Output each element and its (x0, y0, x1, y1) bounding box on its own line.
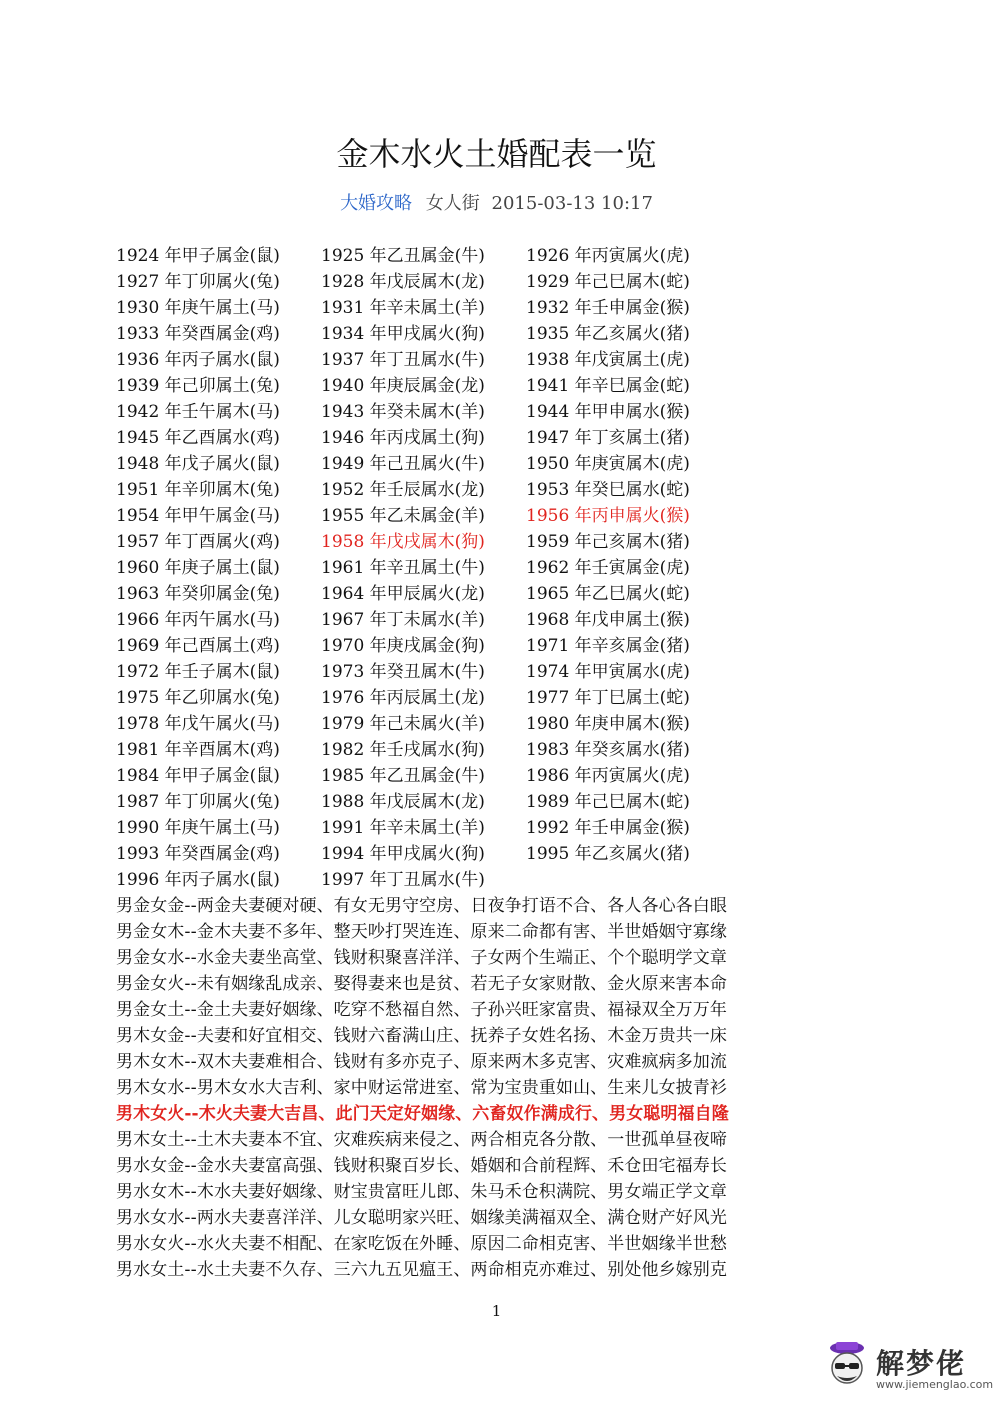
pairing-line: 男水女土--水土夫妻不久存、三六九五见瘟王、两命相克亦难过、别处他乡嫁别克 (116, 1260, 727, 1280)
year-cell: 1976 年丙辰属土(龙) (321, 688, 485, 708)
year-cell: 1995 年乙亥属火(猪) (526, 844, 690, 864)
pairing-line: 男金女水--水金夫妻坐高堂、钱财积聚喜洋洋、子女两个生端正、个个聪明学文章 (116, 948, 727, 968)
year-cell: 1986 年丙寅属火(虎) (526, 766, 690, 786)
pairing-line: 男木女木--双木夫妻难相合、钱财有多亦克子、原来两木多克害、灾难疯病多加流 (116, 1052, 727, 1072)
year-cell: 1935 年乙亥属火(猪) (526, 324, 690, 344)
year-row (116, 789, 731, 815)
year-row (116, 425, 731, 451)
year-cell: 1943 年癸未属木(羊) (321, 402, 485, 422)
year-cell: 1938 年戊寅属土(虎) (526, 350, 690, 370)
year-row (116, 815, 731, 841)
year-cell: 1949 年己丑属火(牛) (321, 454, 485, 474)
year-cell: 1969 年己酉属土(鸡) (116, 636, 280, 656)
year-cell: 1942 年壬午属木(马) (116, 402, 280, 422)
year-cell: 1932 年壬申属金(猴) (526, 298, 690, 318)
article-meta (0, 193, 993, 215)
year-cell: 1946 年丙戌属土(狗) (321, 428, 485, 448)
year-cell: 1970 年庚戌属金(狗) (321, 636, 485, 656)
year-cell: 1984 年甲子属金(鼠) (116, 766, 280, 786)
year-row (116, 581, 731, 607)
mascot-logo-icon (824, 1338, 870, 1390)
year-cell: 1952 年壬辰属水(龙) (321, 480, 485, 500)
site-watermark (818, 1336, 993, 1398)
year-cell: 1973 年癸丑属木(牛) (321, 662, 485, 682)
year-cell: 1959 年己亥属木(猪) (526, 532, 690, 552)
year-row (116, 347, 731, 373)
year-cell: 1945 年乙酉属水(鸡) (116, 428, 280, 448)
year-cell: 1937 年丁丑属水(牛) (321, 350, 485, 370)
watermark-brand: 解梦佬 (876, 1347, 967, 1380)
year-cell: 1948 年戊子属火(鼠) (116, 454, 280, 474)
year-cell: 1975 年乙卯属水(兔) (116, 688, 280, 708)
year-cell: 1928 年戊辰属木(龙) (321, 272, 485, 292)
pairing-line: 男水女水--两水夫妻喜洋洋、儿女聪明家兴旺、姻缘美满福双全、满仓财产好风光 (116, 1208, 727, 1228)
year-cell: 1941 年辛巳属金(蛇) (526, 376, 690, 396)
year-cell: 1926 年丙寅属火(虎) (526, 246, 690, 266)
year-cell: 1967 年丁未属水(羊) (321, 610, 485, 630)
year-cell: 1987 年丁卯属火(兔) (116, 792, 280, 812)
year-row (116, 503, 731, 529)
year-cell: 1958 年戊戌属木(狗) (321, 532, 485, 552)
year-cell: 1972 年壬子属木(鼠) (116, 662, 280, 682)
page-title: 金木水火土婚配表一览 (336, 135, 657, 173)
year-cell: 1981 年辛酉属木(鸡) (116, 740, 280, 760)
year-row (116, 867, 731, 893)
pairing-line: 男木女土--土木夫妻本不宜、灾难疾病来侵之、两合相克各分散、一世孤单昼夜啼 (116, 1130, 727, 1150)
year-cell: 1996 年丙子属水(鼠) (116, 870, 280, 890)
pairing-line: 男木女水--男木女水大吉利、家中财运常进室、常为宝贵重如山、生来儿女披青衫 (116, 1078, 727, 1098)
year-cell: 1940 年庚辰属金(龙) (321, 376, 485, 396)
pairing-line: 男木女金--夫妻和好宜相交、钱财六畜满山庄、抚养子女姓名扬、木金万贵共一床 (116, 1026, 727, 1046)
year-row (116, 841, 731, 867)
category-link[interactable]: 大婚攻略 (340, 193, 413, 214)
year-cell: 1971 年辛亥属金(猪) (526, 636, 690, 656)
year-cell: 1929 年己巳属木(蛇) (526, 272, 690, 292)
pairing-line: 男木女火--木火夫妻大吉昌、此门天定好姻缘、六畜奴作满成行、男女聪明福自隆 (116, 1104, 729, 1124)
year-cell: 1980 年庚申属木(猴) (526, 714, 690, 734)
year-cell: 1965 年乙巳属火(蛇) (526, 584, 690, 604)
watermark-url: www.jiemenglao.com (876, 1378, 993, 1391)
year-cell: 1939 年己卯属土(兔) (116, 376, 280, 396)
year-cell: 1947 年丁亥属土(猪) (526, 428, 690, 448)
year-row (116, 451, 731, 477)
marriage-pairing-list (116, 893, 838, 1283)
pairing-line: 男金女木--金木夫妻不多年、整天吵打哭连连、原来二命都有害、半世婚姻守寡缘 (116, 922, 727, 942)
year-cell: 1964 年甲辰属火(龙) (321, 584, 485, 604)
year-cell: 1978 年戊午属火(马) (116, 714, 280, 734)
year-cell: 1974 年甲寅属水(虎) (526, 662, 690, 682)
year-cell: 1930 年庚午属土(马) (116, 298, 280, 318)
year-cell: 1962 年壬寅属金(虎) (526, 558, 690, 578)
year-row (116, 555, 731, 581)
year-cell: 1931 年辛未属土(羊) (321, 298, 485, 318)
year-cell: 1955 年乙未属金(羊) (321, 506, 485, 526)
page-number: 1 (491, 1302, 502, 1320)
year-cell: 1961 年辛丑属土(牛) (321, 558, 485, 578)
year-row (116, 399, 731, 425)
year-cell: 1985 年乙丑属金(牛) (321, 766, 485, 786)
pairing-line: 男金女火--未有姻缘乱成亲、娶得妻来也是贫、若无子女家财散、金火原来害本命 (116, 974, 727, 994)
pairing-line: 男水女金--金水夫妻富高强、钱财积聚百岁长、婚姻和合前程辉、禾仓田宅福寿长 (116, 1156, 727, 1176)
year-cell: 1954 年甲午属金(马) (116, 506, 280, 526)
author-name: 女人街 (425, 193, 480, 214)
year-row (116, 659, 731, 685)
year-cell: 1966 年丙午属水(马) (116, 610, 280, 630)
year-cell: 1992 年壬申属金(猴) (526, 818, 690, 838)
year-row (116, 633, 731, 659)
year-row (116, 737, 731, 763)
year-cell: 1991 年辛未属土(羊) (321, 818, 485, 838)
year-cell: 1979 年己未属火(羊) (321, 714, 485, 734)
year-cell: 1957 年丁酉属火(鸡) (116, 532, 280, 552)
year-cell: 1944 年甲申属水(猴) (526, 402, 690, 422)
year-cell: 1924 年甲子属金(鼠) (116, 246, 280, 266)
year-cell: 1933 年癸酉属金(鸡) (116, 324, 280, 344)
pairing-line: 男水女火--水火夫妻不相配、在家吃饭在外睡、原因二命相克害、半世姻缘半世愁 (116, 1234, 727, 1254)
publish-datetime: 2015-03-13 10:17 (491, 193, 653, 214)
year-row (116, 295, 731, 321)
year-cell: 1983 年癸亥属水(猪) (526, 740, 690, 760)
year-cell: 1927 年丁卯属火(兔) (116, 272, 280, 292)
year-cell: 1951 年辛卯属木(兔) (116, 480, 280, 500)
year-cell: 1963 年癸卯属金(兔) (116, 584, 280, 604)
year-row (116, 607, 731, 633)
year-cell: 1934 年甲戌属火(狗) (321, 324, 485, 344)
pairing-line: 男金女土--金土夫妻好姻缘、吃穿不愁福自然、子孙兴旺家富贵、福禄双全万万年 (116, 1000, 727, 1020)
year-cell: 1994 年甲戌属火(狗) (321, 844, 485, 864)
year-cell: 1997 年丁丑属水(牛) (321, 870, 485, 890)
year-cell: 1953 年癸巳属水(蛇) (526, 480, 690, 500)
year-element-table (116, 243, 731, 893)
year-cell: 1960 年庚子属土(鼠) (116, 558, 280, 578)
year-cell: 1968 年戊申属土(猴) (526, 610, 690, 630)
year-row (116, 685, 731, 711)
year-row (116, 373, 731, 399)
year-row (116, 269, 731, 295)
pairing-line: 男金女金--两金夫妻硬对硬、有女无男守空房、日夜争打语不合、各人各心各白眼 (116, 896, 727, 916)
year-cell: 1990 年庚午属土(马) (116, 818, 280, 838)
year-cell: 1936 年丙子属水(鼠) (116, 350, 280, 370)
year-cell: 1950 年庚寅属木(虎) (526, 454, 690, 474)
year-row (116, 243, 731, 269)
year-cell: 1977 年丁巳属土(蛇) (526, 688, 690, 708)
year-cell: 1982 年壬戌属水(狗) (321, 740, 485, 760)
year-row (116, 529, 731, 555)
year-row (116, 321, 731, 347)
pairing-line: 男水女木--木水夫妻好姻缘、财宝贵富旺儿郎、朱马禾仓积满院、男女端正学文章 (116, 1182, 727, 1202)
year-cell: 1988 年戊辰属木(龙) (321, 792, 485, 812)
year-cell: 1989 年己巳属木(蛇) (526, 792, 690, 812)
year-row (116, 763, 731, 789)
year-row (116, 477, 731, 503)
year-row (116, 711, 731, 737)
year-cell: 1956 年丙申属火(猴) (526, 506, 690, 526)
year-cell: 1925 年乙丑属金(牛) (321, 246, 485, 266)
year-cell: 1993 年癸酉属金(鸡) (116, 844, 280, 864)
